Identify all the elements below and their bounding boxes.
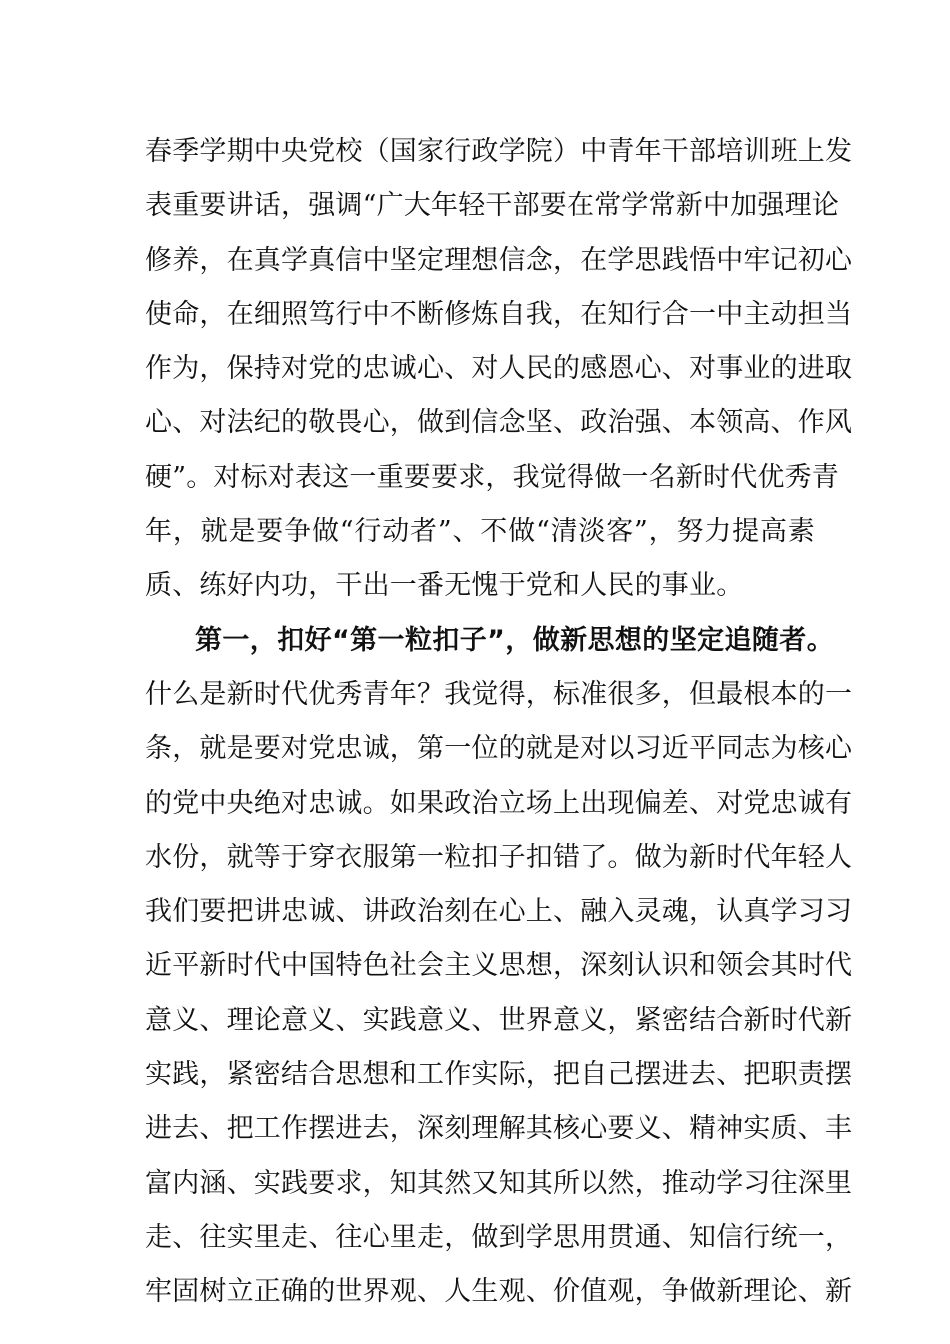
paragraph-line: 富内涵、实践要求，知其然又知其所以然，推动学习往深里 [145, 1167, 853, 1199]
paragraph-line: 使命，在细照笃行中不断修炼自我，在知行合一中主动担当 [145, 298, 853, 330]
paragraph-line: 条，就是要对党忠诚，第一位的就是对以习近平同志为核心 [145, 733, 853, 765]
paragraph-line: 修养，在真学真信中坚定理想信念，在学思践悟中牢记初心 [145, 244, 853, 276]
paragraph-line: 水份，就等于穿衣服第一粒扣子扣错了。做为新时代年轻人 [145, 841, 853, 873]
paragraph-line: 作为，保持对党的忠诚心、对人民的感恩心、对事业的进取 [145, 353, 853, 385]
paragraph-line: 心、对法纪的敬畏心，做到信念坚、政治强、本领高、作风 [145, 407, 853, 439]
paragraph-line: 近平新时代中国特色社会主义思想，深刻认识和领会其时代 [145, 950, 853, 982]
paragraph-line: 表重要讲话，强调“广大年轻干部要在常学常新中加强理论 [145, 190, 840, 222]
paragraph-line: 硬”。对标对表这一重要要求，我觉得做一名新时代优秀青 [145, 461, 840, 493]
paragraph-line: 的党中央绝对忠诚。如果政治立场上出现偏差、对党忠诚有 [145, 787, 853, 819]
paragraph-line: 我们要把讲忠诚、讲政治刻在心上、融入灵魂，认真学习习 [145, 896, 853, 928]
paragraph-line: 意义、理论意义、实践意义、世界意义，紧密结合新时代新 [145, 1004, 853, 1036]
paragraph-line: 春季学期中央党校（国家行政学院）中青年干部培训班上发 [145, 136, 853, 167]
paragraph-line: 牢固树立正确的世界观、人生观、价值观，争做新理论、新 [145, 1276, 853, 1308]
paragraph-line: 进去、把工作摆进去，深刻理解其核心要义、精神实质、丰 [145, 1113, 853, 1145]
section-heading: 第一，扣好“第一粒扣子”，做新思想的坚定追随者。 [195, 624, 835, 656]
paragraph-line: 走、往实里走、往心里走，做到学思用贯通、知信行统一， [145, 1221, 853, 1253]
document-body [145, 125, 853, 1320]
paragraph-line: 什么是新时代优秀青年？我觉得，标准很多，但最根本的一 [145, 678, 853, 710]
paragraph-line: 实践，紧密结合思想和工作实际，把自己摆进去、把职责摆 [145, 1059, 853, 1091]
paragraph-line: 年，就是要争做“行动者”、不做“清淡客”，努力提高素 [145, 516, 815, 548]
paragraph-line: 质、练好内功，干出一番无愧于党和人民的事业。 [145, 570, 744, 602]
